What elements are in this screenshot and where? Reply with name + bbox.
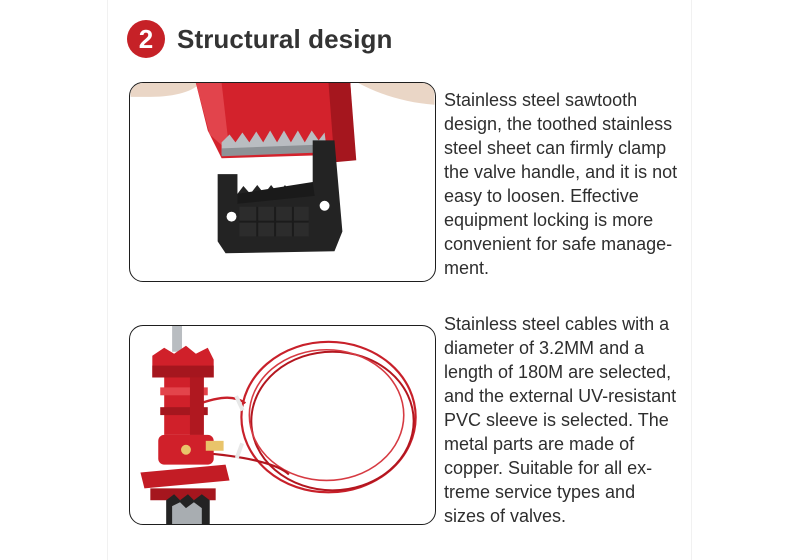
description-line: and the external UV-resistant — [444, 386, 677, 406]
description-line: ment. — [444, 258, 490, 278]
section-number-badge: 2 — [127, 20, 165, 58]
description-line: metal parts are made of — [444, 434, 635, 454]
feature-description-cable — [444, 312, 694, 528]
description-line: length of 180M are selected, — [444, 362, 672, 382]
description-line: PVC sleeve is selected. The — [444, 410, 669, 430]
description-line: equipment locking is more — [444, 210, 654, 230]
description-line: steel sheet can firmly clamp — [444, 138, 667, 158]
description-line: copper. Suitable for all ex- — [444, 458, 653, 478]
description-line: Stainless steel cables with a — [444, 314, 670, 334]
description-line: design, the toothed stainless — [444, 114, 673, 134]
description-line: convenient for safe manage- — [444, 234, 673, 254]
description-line: easy to loosen. Effective — [444, 186, 639, 206]
sawtooth-clamp-photo — [129, 82, 436, 282]
section-title: Structural design — [177, 23, 393, 54]
description-line: diameter of 3.2MM and a — [444, 338, 645, 358]
description-line: treme service types and — [444, 482, 636, 502]
feature-description-sawtooth — [444, 88, 694, 280]
valve-lockout-cable-photo — [129, 325, 436, 525]
section-heading — [127, 20, 393, 58]
description-line: Stainless steel sawtooth — [444, 90, 638, 110]
description-line: the valve handle, and it is not — [444, 162, 678, 182]
description-line: sizes of valves. — [444, 506, 567, 526]
